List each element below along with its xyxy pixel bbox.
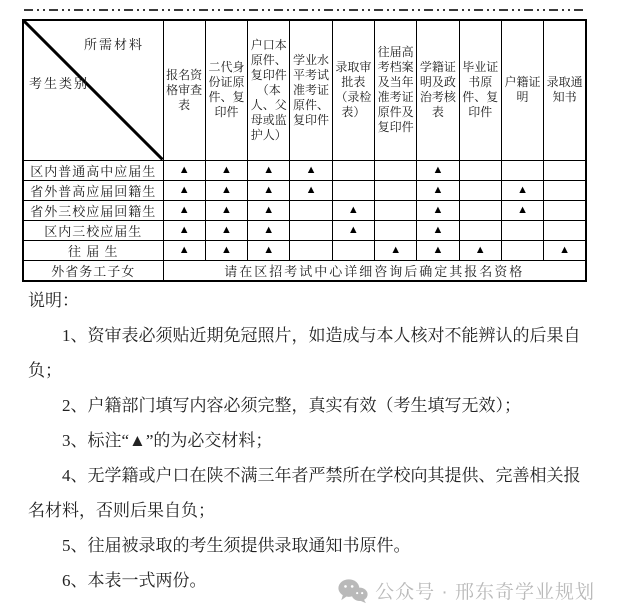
required-mark: ▲ — [248, 200, 290, 220]
column-header: 学业水平考试准考证原件、复印件 — [290, 20, 332, 160]
row-label: 省外三校应届回籍生 — [23, 200, 163, 220]
required-mark: ▲ — [417, 220, 459, 240]
empty-cell — [374, 160, 416, 180]
table-row — [23, 240, 586, 260]
required-mark: ▲ — [374, 240, 416, 260]
empty-cell — [544, 220, 586, 240]
notes-section — [28, 283, 584, 598]
required-mark: ▲ — [332, 220, 374, 240]
required-mark: ▲ — [205, 200, 247, 220]
required-mark: ▲ — [163, 200, 205, 220]
required-mark: ▲ — [248, 220, 290, 240]
empty-cell — [374, 220, 416, 240]
required-mark: ▲ — [163, 220, 205, 240]
required-mark: ▲ — [248, 180, 290, 200]
watermark-text: 公众号 · 邢东奇学业规划 — [375, 582, 595, 603]
empty-cell — [459, 180, 501, 200]
materials-table — [22, 19, 587, 282]
table-row — [23, 200, 586, 220]
empty-cell — [332, 180, 374, 200]
column-header: 二代身份证原件、复印件 — [205, 20, 247, 160]
row-label: 省外普高应届回籍生 — [23, 180, 163, 200]
empty-cell — [544, 200, 586, 220]
required-mark: ▲ — [290, 160, 332, 180]
empty-cell — [501, 160, 543, 180]
column-header: 户口本原件、复印件（本人、父母或监护人） — [248, 20, 290, 160]
empty-cell — [459, 220, 501, 240]
merged-note-cell: 请在区招考试中心详细咨询后确定其报名资格 — [163, 260, 586, 281]
column-header: 录取审批表（录检表） — [332, 20, 374, 160]
empty-cell — [459, 160, 501, 180]
wechat-icon — [338, 578, 368, 604]
row-label: 往 届 生 — [23, 240, 163, 260]
column-header: 毕业证书原件、复印件 — [459, 20, 501, 160]
notes-title: 说明： — [28, 291, 79, 310]
column-header: 录取通知书 — [544, 20, 586, 160]
required-mark: ▲ — [544, 240, 586, 260]
required-mark: ▲ — [163, 240, 205, 260]
watermark — [338, 577, 595, 604]
column-header: 户籍证明 — [501, 20, 543, 160]
required-mark: ▲ — [205, 180, 247, 200]
note-item: 4、无学籍或户口在陕不满三年者严禁所在学校向其提供、完善相关报名材料，否则后果自负； — [28, 466, 581, 520]
required-mark: ▲ — [501, 200, 543, 220]
required-mark: ▲ — [332, 200, 374, 220]
empty-cell — [290, 200, 332, 220]
corner-label-materials: 所需材料 — [84, 37, 145, 52]
table-row-merged — [23, 260, 586, 281]
empty-cell — [501, 240, 543, 260]
required-mark: ▲ — [163, 160, 205, 180]
table-row — [23, 180, 586, 200]
row-label: 外省务工子女 — [23, 260, 163, 281]
required-mark: ▲ — [205, 220, 247, 240]
column-header: 报名资格审查表 — [163, 20, 205, 160]
required-mark: ▲ — [248, 240, 290, 260]
column-header: 学籍证明及政治考核表 — [417, 20, 459, 160]
note-item: 2、户籍部门填写内容必须完整，真实有效（考生填写无效）； — [62, 396, 521, 415]
required-mark: ▲ — [205, 240, 247, 260]
required-mark: ▲ — [417, 180, 459, 200]
cut-line — [24, 9, 587, 11]
required-mark: ▲ — [290, 180, 332, 200]
corner-cell — [23, 20, 163, 160]
empty-cell — [544, 180, 586, 200]
empty-cell — [332, 160, 374, 180]
row-label: 区内普通高中应届生 — [23, 160, 163, 180]
required-mark: ▲ — [417, 200, 459, 220]
empty-cell — [374, 180, 416, 200]
note-item: 6、本表一式两份。 — [62, 571, 207, 590]
required-mark: ▲ — [459, 240, 501, 260]
required-mark: ▲ — [205, 160, 247, 180]
table-row — [23, 220, 586, 240]
required-mark: ▲ — [417, 240, 459, 260]
empty-cell — [290, 240, 332, 260]
note-item: 5、往届被录取的考生须提供录取通知书原件。 — [62, 536, 411, 555]
empty-cell — [501, 220, 543, 240]
required-mark: ▲ — [501, 180, 543, 200]
table-row — [23, 160, 586, 180]
required-mark: ▲ — [163, 180, 205, 200]
empty-cell — [459, 200, 501, 220]
corner-label-candidate-type: 考生类别 — [29, 76, 90, 91]
empty-cell — [332, 240, 374, 260]
column-header: 往届高考档案及当年准考证原件及复印件 — [374, 20, 416, 160]
required-mark: ▲ — [248, 160, 290, 180]
empty-cell — [290, 220, 332, 240]
note-item: 3、标注“▲”的为必交材料； — [62, 431, 273, 450]
row-label: 区内三校应届生 — [23, 220, 163, 240]
empty-cell — [544, 160, 586, 180]
empty-cell — [374, 200, 416, 220]
note-item: 1、资审表必须贴近期免冠照片，如造成与本人核对不能辨认的后果自负； — [28, 326, 581, 380]
required-mark: ▲ — [417, 160, 459, 180]
